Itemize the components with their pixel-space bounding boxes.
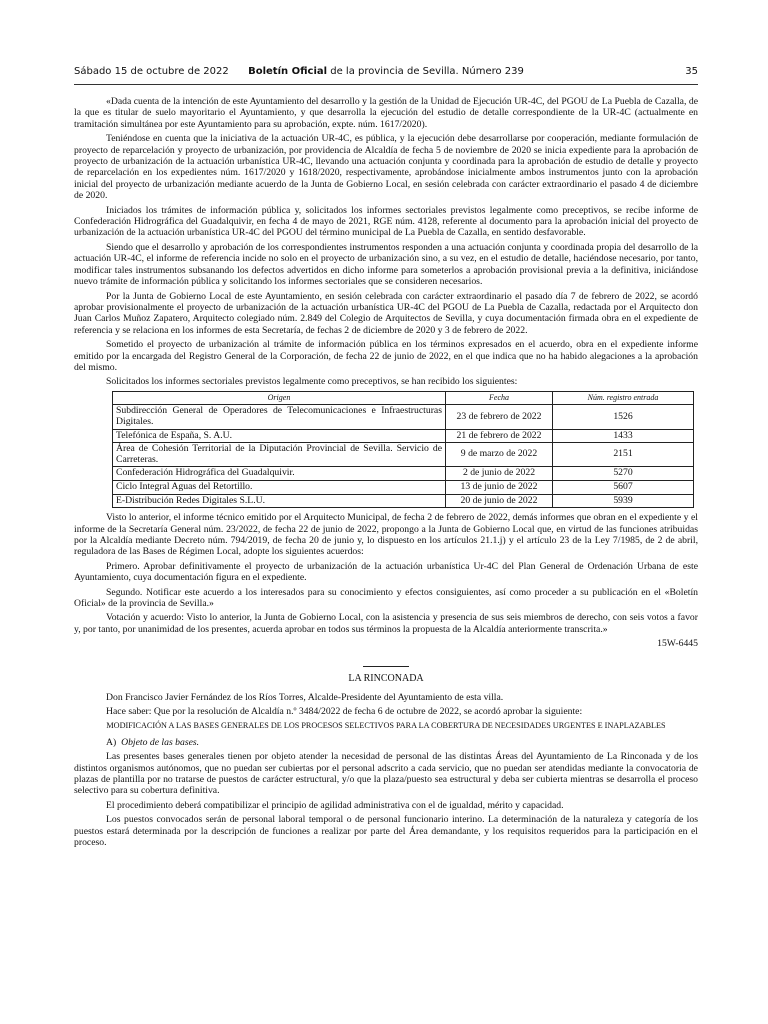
table-row [113, 443, 694, 467]
cell-date: 23 de febrero de 2022 [446, 405, 553, 429]
paragraph: Teniéndose en cuenta que la iniciativa de la actuación UR-4C, es pública, y la ejecución debe desarrollarse por cooperación, mediante formulación de proyecto de reparcelación y proyecto de urbanización, por providencia de Alcaldía de fecha 5 de noviembre de 2020 se inicia expediente para la aprobación de proyecto de urbanización de la actuación urbanística UR-4C, llevando una actuación conjunta y coordinada para la aprobación de estudio de detalle y proyecto de reparcelación en los expedientes núm. 1617/2020 y 1618/2020, respectivamente, aprobándose inicialmente ambos instrumentos junto con la aprobación inicial del proyecto de urbanización mediante acuerdo de la Junta de Gobierno Local, en sesión celebrada con carácter extraordinario el pasado 4 de diciembre de 2020. [74, 133, 698, 202]
cell-origin: Telefónica de España, S. A.U. [113, 429, 446, 443]
table-row [113, 494, 694, 508]
column-header-registry: Núm. registro entrada [553, 391, 694, 405]
bases-heading: MODIFICACIÓN A LAS BASES GENERALES DE LOS PROCESOS SELECTIVOS PARA LA COBERTURA DE NECESIDADES URGENTES E INAPLAZABLES [106, 720, 666, 730]
document-body [74, 96, 698, 851]
table-row [113, 480, 694, 494]
cell-registry: 5607 [553, 480, 694, 494]
cell-origin: Subdirección General de Operadores de Telecomunicaciones e Infraestructuras Digitales. [113, 405, 446, 429]
paragraph: Las presentes bases generales tienen por objeto atender la necesidad de personal de las distintas Áreas del Ayuntamiento de La Rinconada y de los distintos organismos autónomos, que no puedan ser cubiertas por el personal adscrito a cada servicio, que no puedan ser atendidas mediante la convocatoria de plazas de plantilla por no tratarse de puestos de carácter estructural, y/o que la plaza/puesto sea estructural y deba ser cubierta mientras se desarrolla el proceso selectivo para su cobertura definitiva. [74, 751, 698, 797]
paragraph: Solicitados los informes sectoriales previstos legalmente como preceptivos, se han recibido los siguientes: [106, 376, 518, 388]
cell-origin: Confederación Hidrográfica del Guadalquivir. [113, 467, 446, 481]
cell-registry: 5939 [553, 494, 694, 508]
cell-registry: 2151 [553, 443, 694, 467]
cell-registry: 5270 [553, 467, 694, 481]
paragraph: Primero. Aprobar definitivamente el proyecto de urbanización de la actuación urbanística Ur-4C del Plan General de Ordenación Urbana de este Ayuntamiento, cuya documentación figura en el expediente. [74, 560, 698, 584]
header-date: Sábado 15 de octubre de 2022 [74, 66, 229, 77]
cell-date: 13 de junio de 2022 [446, 480, 553, 494]
paragraph: Sometido el proyecto de urbanización al trámite de información pública en los términos expresados en el acuerdo, obra en el expediente informe emitido por la encargada del Registro General de la Corporación, de fecha 22 de junio de 2022, en el que indica que no ha habido alegaciones a la aprobación del mismo. [74, 339, 698, 373]
publication-details: de la provincia de Sevilla. Número 239 [327, 66, 524, 77]
cell-registry: 1433 [553, 429, 694, 443]
table-row [113, 467, 694, 481]
cell-date: 9 de marzo de 2022 [446, 443, 553, 467]
table-header-row [113, 391, 694, 405]
table-row [113, 429, 694, 443]
subheading-label: A) [106, 736, 117, 748]
cell-date: 21 de febrero de 2022 [446, 429, 553, 443]
header-divider [74, 84, 698, 85]
cell-origin: E-Distribución Redes Digitales S.L.U. [113, 494, 446, 508]
section-divider [363, 666, 409, 667]
section-title: LA RINCONADA [348, 672, 424, 684]
subheading-text: Objeto de las bases. [121, 736, 200, 748]
cell-origin: Ciclo Integral Aguas del Retortillo. [113, 480, 446, 494]
paragraph: Don Francisco Javier Fernández de los Ríos Torres, Alcalde-Presidente del Ayuntamiento de esta villa. [106, 691, 504, 703]
paragraph: Por la Junta de Gobierno Local de este Ayuntamiento, en sesión celebrada con carácter extraordinario el pasado día 7 de febrero de 2022, se acordó aprobar provisionalmente el proyecto de urbanización de la actuación urbanística UR-4C del PGOU de La Puebla de Cazalla, redactada por el Arquitecto don Juan Carlos Muñoz Zapatero, Arquitecto colegiado núm. 2.849 del Colegio de Arquitectos de Sevilla, y cuya documentación firmada obra en el expediente de referencia y se relaciona en los informes de esta Secretaría, de fechas 2 de diciembre de 2020 y 3 de febrero de 2022. [74, 290, 698, 336]
cell-registry: 1526 [553, 405, 694, 429]
paragraph: Siendo que el desarrollo y aprobación de los correspondientes instrumentos responden a una actuación conjunta y coordinada propia del desarrollo de la actuación UR-4C, el informe de referencia incide no solo en el proyecto de urbanización sino, a su vez, en el estudio de detalle, haciéndose necesario, por tanto, modificar tales instrumentos subsanando los defectos advertidos en dicho informe para someterlos a aprobación provisional previa a la definitiva, iniciándose nuevo trámite de información pública y solicitando los informes sectoriales que se consideren necesarios. [74, 241, 698, 288]
cell-date: 2 de junio de 2022 [446, 467, 553, 481]
page-header [74, 66, 698, 82]
reference-code: 15W-6445 [657, 638, 698, 650]
publication-name: Boletín Oficial [248, 66, 328, 77]
paragraph: Visto lo anterior, el informe técnico emitido por el Arquitecto Municipal, de fecha 2 de febrero de 2022, demás informes que obran en el expediente y el informe de la Secretaría General núm. 23/2022, de fecha 22 de junio de 2022, propongo a la Junta de Gobierno Local que, en virtud de las funciones atribuidas por la Alcaldía mediante Decreto núm. 794/2019, de fecha 20 de junio y, lo dispuesto en los artículos 21.1.j) y el artículo 23 de la Ley 7/1985, de 2 de abril, reguladora de las Bases de Régimen Local, adopte los siguientes acuerdos: [74, 512, 698, 558]
paragraph: Los puestos convocados serán de personal laboral temporal o de personal funcionario interino. La determinación de la naturaleza y categoría de los puestos estará determinada por la descripción de funciones a realizar por parte del Área demandante, y los requisitos requeridos para la participación en el proceso. [74, 814, 698, 849]
page-number: 35 [685, 66, 698, 77]
column-header-origin: Origen [113, 391, 446, 405]
header-publication [74, 66, 698, 77]
cell-date: 20 de junio de 2022 [446, 494, 553, 508]
table-row [113, 405, 694, 429]
column-header-date: Fecha [446, 391, 553, 405]
paragraph: Hace saber: Que por la resolución de Alcaldía n.º 3484/2022 de fecha 6 de octubre de 2022, se acordó aprobar la siguiente: [106, 706, 583, 718]
reports-table [112, 391, 694, 508]
cell-origin: Área de Cohesión Territorial de la Diputación Provincial de Sevilla. Servicio de Carreteras. [113, 443, 446, 467]
paragraph: El procedimiento deberá compatibilizar el principio de agilidad administrativa con el de igualdad, mérito y capacidad. [106, 799, 564, 811]
paragraph: Iniciados los trámites de información pública y, solicitados los informes sectoriales previstos legalmente como preceptivos, se recibe informe de Confederación Hidrográfica del Guadalquivir, en fecha 4 de mayo de 2021, RGE núm. 4128, referente al documento para la aprobación inicial del proyecto de urbanización de la actuación urbanística UR-4C del PGOU del término municipal de La Puebla de Cazalla, en sentido desfavorable. [74, 204, 698, 239]
paragraph: Votación y acuerdo: Visto lo anterior, la Junta de Gobierno Local, con la asistencia y presencia de sus seis miembros de derecho, con seis votos a favor y, por tanto, por unanimidad de los presentes, acuerda aprobar en todos sus términos la propuesta de la Alcaldía anteriormente transcrita.» [74, 612, 698, 635]
subheading [74, 737, 698, 748]
paragraph: Segundo. Notificar este acuerdo a los interesados para su conocimiento y efectos consiguientes, así como proceder a su publicación en el «Boletín Oficial» de la provincia de Sevilla.» [74, 586, 698, 609]
paragraph: «Dada cuenta de la intención de este Ayuntamiento del desarrollo y la gestión de la Unidad de Ejecución UR-4C, del PGOU de La Puebla de Cazalla, de la que es titular de suelo mayoritario el Ayuntamiento, y que desarrolla la ejecución del estudio de detalle correspondiente de la UR-4C (actualmente en tramitación simultánea por este Ayuntamiento para su aprobación, expte. núm. 1617/2020). [74, 96, 698, 130]
